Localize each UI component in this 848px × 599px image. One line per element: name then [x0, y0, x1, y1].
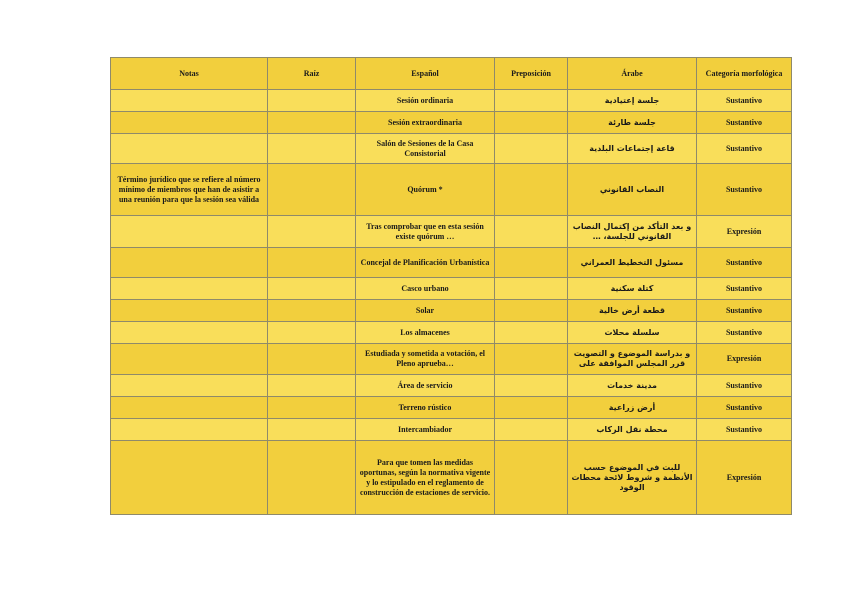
cell-categoria: Sustantivo [697, 112, 792, 134]
cell-raiz [268, 278, 356, 300]
cell-arabe: للبت في الموضوع حسب الأنظمة و شروط لائحة محطات الوقود [568, 441, 697, 515]
cell-arabe: أرض زراعية [568, 397, 697, 419]
cell-espanol: Casco urbano [356, 278, 495, 300]
header-espanol: Español [356, 58, 495, 90]
glossary-table [110, 57, 792, 515]
cell-raiz [268, 90, 356, 112]
table-row [111, 300, 792, 322]
cell-espanol: Intercambiador [356, 419, 495, 441]
cell-categoria: Sustantivo [697, 322, 792, 344]
cell-espanol: Para que tomen las medidas oportunas, según la normativa vigente y lo estipulado en el reglamento de construcción de estaciones de servicio. [356, 441, 495, 515]
cell-notas [111, 216, 268, 248]
table-row [111, 344, 792, 375]
cell-arabe: كتلة سكنية [568, 278, 697, 300]
cell-categoria: Sustantivo [697, 300, 792, 322]
cell-notas [111, 278, 268, 300]
cell-espanol: Los almacenes [356, 322, 495, 344]
header-notas: Notas [111, 58, 268, 90]
cell-categoria: Sustantivo [697, 375, 792, 397]
table-row [111, 397, 792, 419]
table-row [111, 322, 792, 344]
cell-espanol: Quórum * [356, 164, 495, 216]
header-arabe: Árabe [568, 58, 697, 90]
cell-preposicion [495, 90, 568, 112]
cell-notas: Término jurídico que se refiere al número mínimo de miembros que han de asistir a una reunión para que la sesión sea válida [111, 164, 268, 216]
cell-arabe: و بدراسة الموضوع و التصويت قرر المجلس الموافقة على [568, 344, 697, 375]
cell-arabe: جلسة طارئة [568, 112, 697, 134]
cell-arabe: مدينة خدمات [568, 375, 697, 397]
cell-preposicion [495, 300, 568, 322]
header-preposicion: Preposición [495, 58, 568, 90]
cell-categoria: Sustantivo [697, 134, 792, 164]
cell-preposicion [495, 397, 568, 419]
table-row [111, 278, 792, 300]
cell-preposicion [495, 441, 568, 515]
cell-notas [111, 90, 268, 112]
cell-espanol: Solar [356, 300, 495, 322]
cell-categoria: Expresión [697, 216, 792, 248]
cell-espanol: Estudiada y sometida a votación, el Pleno aprueba… [356, 344, 495, 375]
cell-raiz [268, 134, 356, 164]
cell-notas [111, 322, 268, 344]
cell-notas [111, 419, 268, 441]
cell-arabe: جلسة إعتيادية [568, 90, 697, 112]
cell-espanol: Concejal de Planificación Urbanística [356, 248, 495, 278]
cell-espanol: Salón de Sesiones de la Casa Consistorial [356, 134, 495, 164]
cell-notas [111, 441, 268, 515]
cell-arabe: قطعة أرض خالية [568, 300, 697, 322]
cell-categoria: Sustantivo [697, 248, 792, 278]
cell-preposicion [495, 216, 568, 248]
cell-categoria: Sustantivo [697, 278, 792, 300]
cell-notas [111, 112, 268, 134]
cell-notas [111, 397, 268, 419]
cell-categoria: Sustantivo [697, 164, 792, 216]
cell-arabe: النصاب القانوني [568, 164, 697, 216]
table-row [111, 90, 792, 112]
table-row [111, 419, 792, 441]
header-row [111, 58, 792, 90]
cell-raiz [268, 322, 356, 344]
cell-arabe: قاعة إجتماعات البلدية [568, 134, 697, 164]
cell-preposicion [495, 134, 568, 164]
table-row [111, 248, 792, 278]
cell-categoria: Sustantivo [697, 90, 792, 112]
table-row [111, 216, 792, 248]
header-categoria: Categoría morfológica [697, 58, 792, 90]
cell-raiz [268, 164, 356, 216]
cell-notas [111, 375, 268, 397]
cell-espanol: Sesión ordinaria [356, 90, 495, 112]
cell-categoria: Expresión [697, 441, 792, 515]
cell-espanol: Tras comprobar que en esta sesión existe quórum … [356, 216, 495, 248]
cell-notas [111, 300, 268, 322]
table-row [111, 375, 792, 397]
cell-raiz [268, 216, 356, 248]
cell-notas [111, 134, 268, 164]
cell-preposicion [495, 375, 568, 397]
cell-raiz [268, 300, 356, 322]
table-row [111, 164, 792, 216]
cell-preposicion [495, 248, 568, 278]
cell-espanol: Área de servicio [356, 375, 495, 397]
cell-espanol: Sesión extraordinaria [356, 112, 495, 134]
table-row [111, 134, 792, 164]
cell-preposicion [495, 419, 568, 441]
cell-espanol: Terreno rústico [356, 397, 495, 419]
cell-raiz [268, 112, 356, 134]
table-row [111, 112, 792, 134]
cell-arabe: و بعد التأكد من إكتمال النصاب القانوني للجلسة، … [568, 216, 697, 248]
cell-preposicion [495, 322, 568, 344]
cell-preposicion [495, 344, 568, 375]
cell-preposicion [495, 164, 568, 216]
cell-raiz [268, 397, 356, 419]
cell-arabe: سلسلة محلات [568, 322, 697, 344]
header-raiz: Raíz [268, 58, 356, 90]
cell-categoria: Sustantivo [697, 419, 792, 441]
cell-raiz [268, 344, 356, 375]
cell-notas [111, 248, 268, 278]
cell-arabe: مسئول التخطيط العمراني [568, 248, 697, 278]
cell-preposicion [495, 278, 568, 300]
cell-raiz [268, 375, 356, 397]
cell-raiz [268, 441, 356, 515]
cell-categoria: Expresión [697, 344, 792, 375]
table-row [111, 441, 792, 515]
cell-raiz [268, 419, 356, 441]
cell-preposicion [495, 112, 568, 134]
cell-notas [111, 344, 268, 375]
cell-raiz [268, 248, 356, 278]
cell-arabe: محطة نقل الركاب [568, 419, 697, 441]
cell-categoria: Sustantivo [697, 397, 792, 419]
